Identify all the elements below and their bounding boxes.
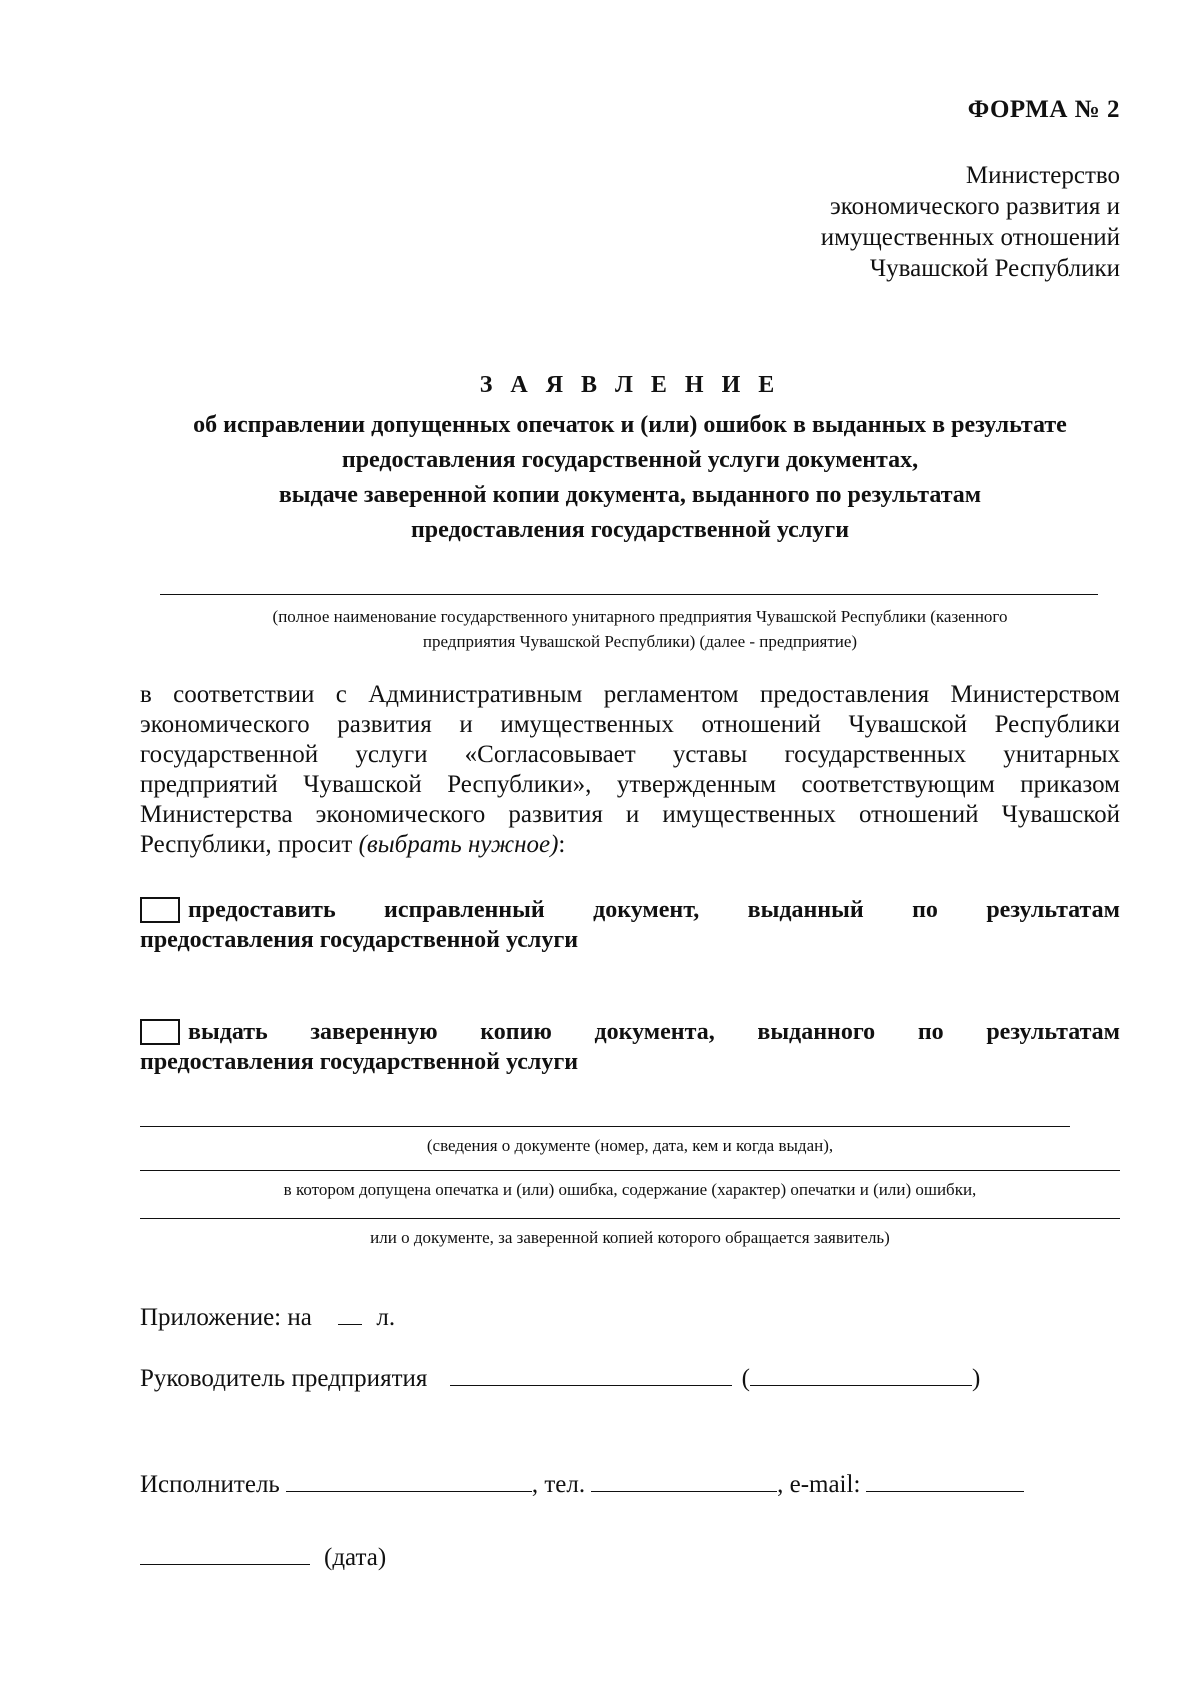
document-caption: или о документе, за заверенной копией которого обращается заявитель) [370, 1228, 890, 1247]
option-line: предоставления государственной услуги [140, 927, 579, 953]
body-line: Министерства экономического развития и имущественных отношений Чувашской [140, 801, 1120, 828]
head-signature-line [140, 1363, 980, 1393]
addressee-block [700, 160, 1120, 284]
document-error-field[interactable] [140, 1170, 1120, 1171]
executor-label: Исполнитель [140, 1471, 280, 1498]
body-last-suffix: : [558, 831, 566, 858]
document-copy-field[interactable] [140, 1218, 1120, 1219]
option-corrected-document [140, 895, 1120, 955]
body-line: предприятий Чувашской Республики», утвержденным соответствующим приказом [140, 771, 1120, 798]
attachment-pages-field[interactable] [338, 1302, 362, 1325]
executor-line [140, 1469, 1024, 1499]
option-certified-copy [140, 1017, 1120, 1077]
enterprise-caption [140, 604, 1140, 654]
enterprise-name-field[interactable] [160, 594, 1098, 595]
body-line: экономического развития и имущественных отношений Чувашской Республики [140, 711, 1120, 738]
head-label: Руководитель предприятия [140, 1365, 428, 1392]
document-caption: (сведения о документе (номер, дата, кем и когда выдан), [426, 1136, 834, 1155]
document-subtitle [140, 408, 1120, 548]
attachment-suffix: л. [376, 1304, 396, 1331]
body-line: государственной услуги «Согласовывает уставы государственных унитарных [140, 741, 1120, 768]
date-line [140, 1542, 386, 1572]
subtitle-line: об исправлении допущенных опечаток и (или) ошибок в выданных в результате [193, 412, 1067, 438]
email-field[interactable] [866, 1469, 1024, 1492]
addressee-line: Министерство [965, 162, 1120, 189]
paren-close: ) [971, 1365, 981, 1392]
addressee-line: Чувашской Республики [869, 255, 1120, 282]
caption-line: предприятия Чувашской Республики) (далее - предприятие) [422, 632, 858, 651]
head-signature-field[interactable] [450, 1363, 732, 1386]
executor-name-field[interactable] [286, 1469, 532, 1492]
subtitle-line: выдаче заверенной копии документа, выданного по результатам [278, 482, 982, 508]
option-line: предоставить исправленный документ, выданный по результатам [188, 897, 1120, 923]
body-last-prefix: Республики, просит [140, 831, 359, 858]
email-label: , e-mail: [777, 1471, 861, 1498]
option-line: предоставления государственной услуги [140, 1049, 579, 1075]
phone-field[interactable] [591, 1469, 777, 1492]
subtitle-line: предоставления государственной услуги [410, 517, 850, 543]
attachment-line [140, 1302, 395, 1332]
caption-line: (полное наименование государственного унитарного предприятия Чувашской Республики (казенного [272, 607, 1008, 626]
body-last-line [140, 830, 1120, 860]
attachment-prefix: Приложение: на [140, 1304, 312, 1331]
subtitle-line: предоставления государственной услуги документах, [341, 447, 919, 473]
addressee-line: имущественных отношений [820, 224, 1120, 251]
select-hint: (выбрать нужное) [358, 831, 559, 858]
paren-open: ( [741, 1365, 750, 1392]
body-line: в соответствии с Административным регламентом предоставления Министерством [140, 681, 1120, 708]
option-checkbox[interactable] [140, 897, 180, 923]
head-name-field[interactable] [750, 1363, 972, 1386]
document-caption: в котором допущена опечатка и (или) ошибка, содержание (характер) опечатки и (или) ошибки, [283, 1180, 977, 1199]
date-label: (дата) [324, 1544, 387, 1571]
document-details-field[interactable] [140, 1126, 1070, 1127]
date-field[interactable] [140, 1542, 310, 1565]
option-line: выдать заверенную копию документа, выданного по результатам [188, 1019, 1120, 1045]
body-paragraph [140, 680, 1120, 860]
document-title: З А Я В Л Е Н И Е [479, 372, 781, 398]
phone-label: , тел. [531, 1471, 586, 1498]
addressee-line: экономического развития и [830, 193, 1120, 220]
option-checkbox[interactable] [140, 1019, 180, 1045]
form-number: ФОРМА № 2 [967, 96, 1120, 123]
